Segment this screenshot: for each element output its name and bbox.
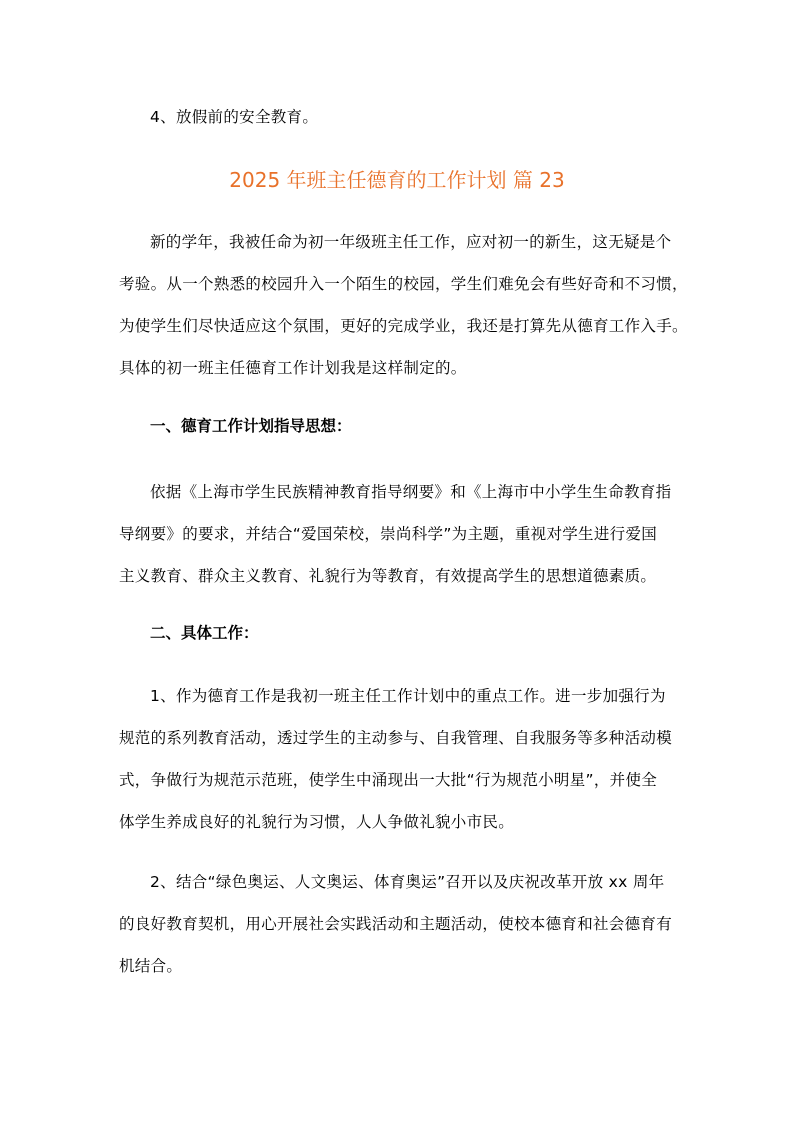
section-heading-2: 二、具体工作： (150, 624, 259, 642)
section-heading-1: 一、德育工作计划指导思想： (150, 417, 352, 435)
document-title: 2025 年班主任德育的工作计划 篇 23 (229, 168, 565, 192)
intro-line-2: 考验。从一个熟悉的校园升入一个陌生的校园，学生们难免会有些好奇和不习惯， (119, 275, 688, 293)
list-item-4: 4、放假前的安全教育。 (150, 108, 319, 126)
point2-line-2: 的良好教育契机，用心开展社会实践活动和主题活动，使校本德育和社会德育有 (119, 915, 673, 933)
point2-line-1: 2、结合“绿色奥运、人文奥运、体育奥运”召开以及庆祝改革开放 xx 周年 (150, 873, 665, 891)
point1-line-3: 式，争做行为规范示范班，使学生中涌现出一大批“行为规范小明星”，并使全 (119, 771, 658, 789)
section1-line-1: 依据《上海市学生民族精神教育指导纲要》和《上海市中小学生生命教育指 (150, 483, 672, 501)
section1-line-2: 导纲要》的要求，并结合“爱国荣校，崇尚科学”为主题，重视对学生进行爱国 (119, 525, 658, 543)
point1-line-2: 规范的系列教育活动，透过学生的主动参与、自我管理、自我服务等多种活动模 (119, 729, 673, 747)
intro-line-4: 具体的初一班主任德育工作计划我是这样制定的。 (119, 359, 467, 377)
section1-line-3: 主义教育、群众主义教育、礼貌行为等教育，有效提高学生的思想道德素质。 (119, 567, 657, 585)
point1-line-4: 体学生养成良好的礼貌行为习惯，人人争做礼貌小市民。 (119, 813, 515, 831)
intro-line-3: 为使学生们尽快适应这个氛围，更好的完成学业，我还是打算先从德育工作入手。 (119, 317, 688, 335)
intro-line-1: 新的学年，我被任命为初一年级班主任工作，应对初一的新生，这无疑是个 (150, 233, 672, 251)
point2-line-3: 机结合。 (119, 957, 183, 975)
point1-line-1: 1、作为德育工作是我初一班主任工作计划中的重点工作。进一步加强行为 (150, 687, 666, 705)
